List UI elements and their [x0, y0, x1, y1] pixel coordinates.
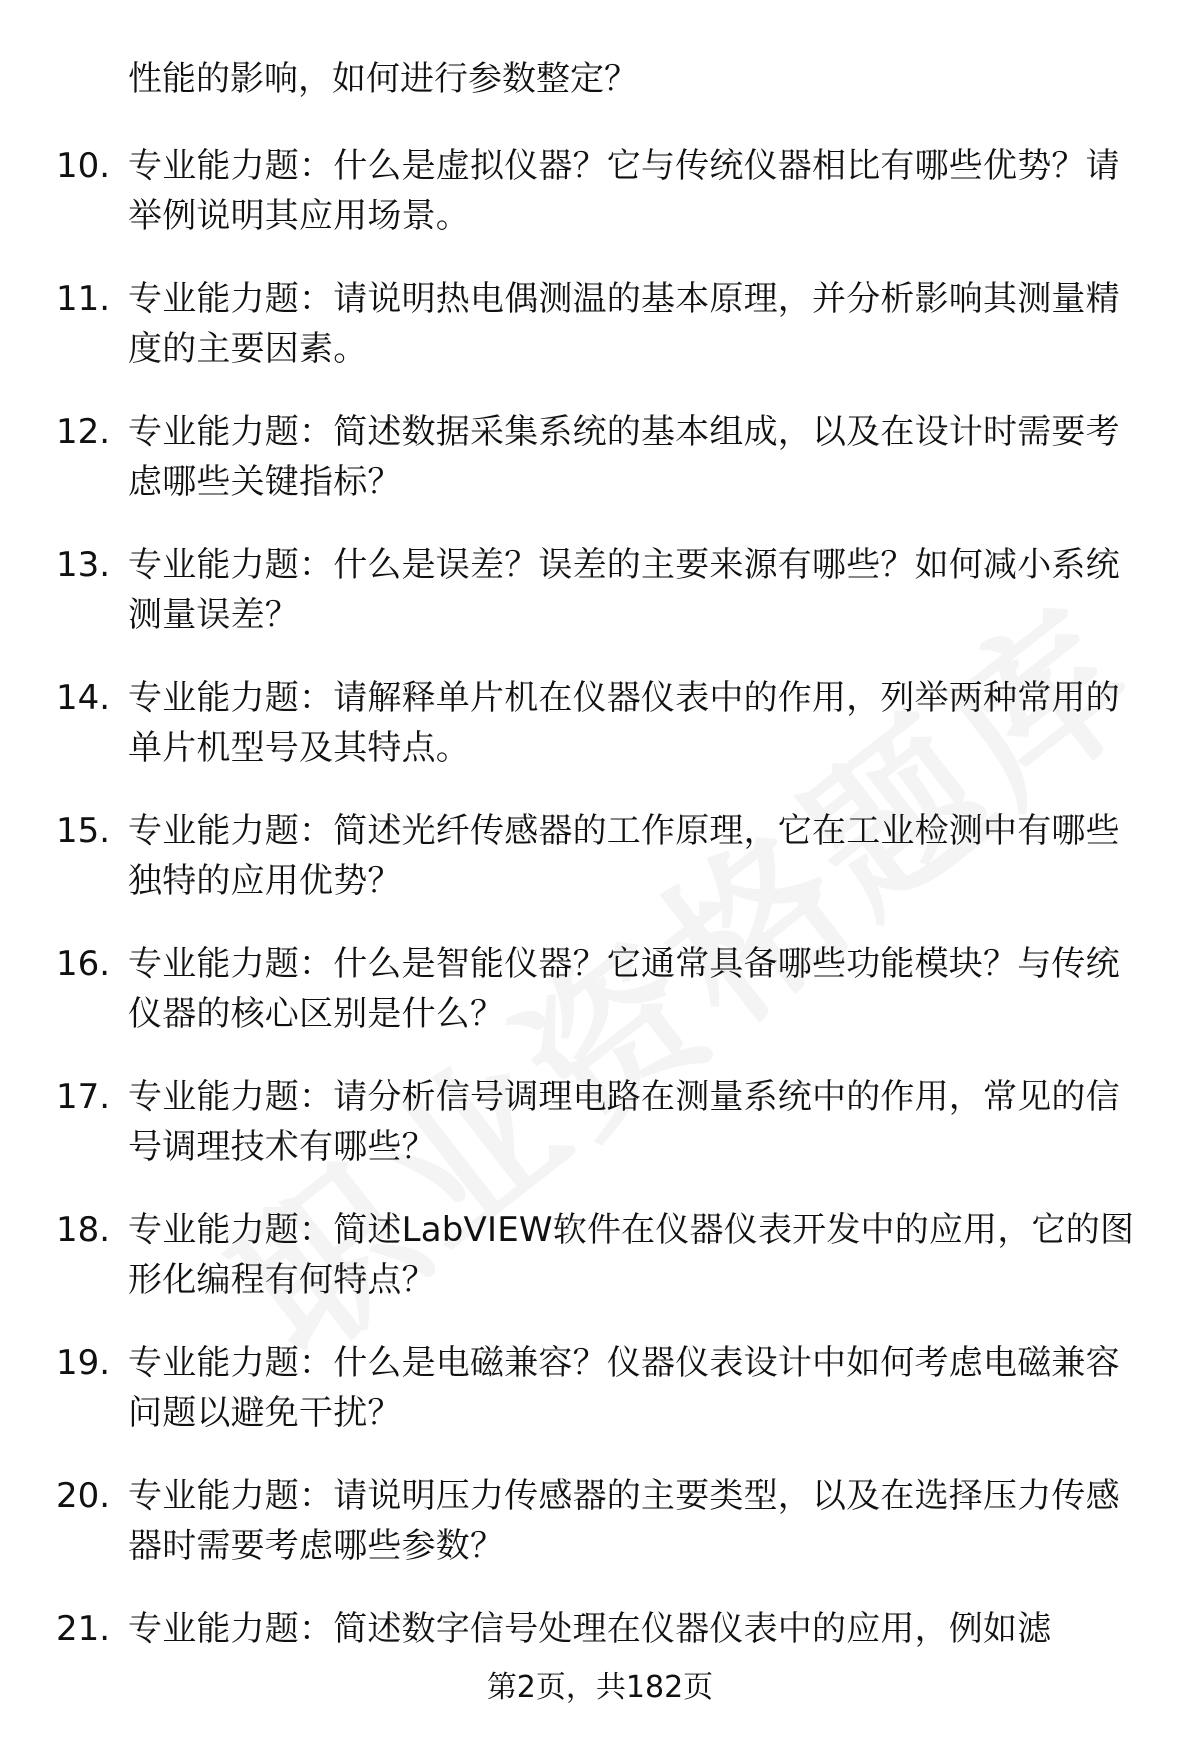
question-number: 20.: [56, 1476, 111, 1516]
question-text: 专业能力题：简述光纤传感器的工作原理，它在工业检测中有哪些独特的应用优势？: [128, 811, 1120, 901]
question-text: 专业能力题：请分析信号调理电路在测量系统中的作用，常见的信号调理技术有哪些？: [128, 1077, 1120, 1167]
question-item: [0, 1205, 1200, 1338]
question-item: [0, 141, 1200, 274]
question-number: 17.: [56, 1077, 111, 1117]
question-number: 12.: [56, 412, 111, 452]
question-number: 11.: [56, 279, 111, 319]
question-item: [0, 540, 1200, 673]
continuation-text: 性能的影响，如何进行参数整定？: [128, 59, 638, 99]
page-footer: 第2页，共182页: [486, 1670, 714, 1705]
question-number: 19.: [56, 1343, 111, 1383]
question-number: 13.: [56, 545, 111, 585]
question-item: [0, 1471, 1200, 1604]
question-text: 专业能力题：简述LabVIEW软件在仪器仪表开发中的应用，它的图形化编程有何特点？: [128, 1210, 1135, 1300]
question-text: 专业能力题：什么是虚拟仪器？它与传统仪器相比有哪些优势？请举例说明其应用场景。: [128, 146, 1120, 236]
question-text: 专业能力题：简述数据采集系统的基本组成，以及在设计时需要考虑哪些关键指标？: [128, 412, 1120, 502]
question-item: [0, 939, 1200, 1072]
question-number: 21.: [56, 1609, 111, 1649]
question-number: 15.: [56, 811, 111, 851]
question-text: 专业能力题：什么是智能仪器？它通常具备哪些功能模块？与传统仪器的核心区别是什么？: [128, 944, 1120, 1034]
question-item: [0, 407, 1200, 540]
question-number: 18.: [56, 1210, 111, 1250]
question-number: 14.: [56, 678, 111, 718]
question-text: 专业能力题：简述数字信号处理在仪器仪表中的应用，例如滤: [128, 1609, 1052, 1649]
question-item: [0, 1072, 1200, 1205]
question-item: [0, 806, 1200, 939]
question-item: [0, 274, 1200, 407]
question-text: 专业能力题：请说明压力传感器的主要类型，以及在选择压力传感器时需要考虑哪些参数？: [128, 1476, 1120, 1566]
question-text: 专业能力题：什么是电磁兼容？仪器仪表设计中如何考虑电磁兼容问题以避免干扰？: [128, 1343, 1120, 1433]
question-item: [0, 673, 1200, 806]
question-text: 专业能力题：请说明热电偶测温的基本原理，并分析影响其测量精度的主要因素。: [128, 279, 1120, 369]
question-number: 10.: [56, 146, 111, 186]
question-list: [0, 141, 1200, 1737]
question-number: 16.: [56, 944, 111, 984]
question-item: [0, 1338, 1200, 1471]
question-text: 专业能力题：请解释单片机在仪器仪表中的作用，列举两种常用的单片机型号及其特点。: [128, 678, 1120, 768]
question-text: 专业能力题：什么是误差？误差的主要来源有哪些？如何减小系统测量误差？: [128, 545, 1120, 635]
